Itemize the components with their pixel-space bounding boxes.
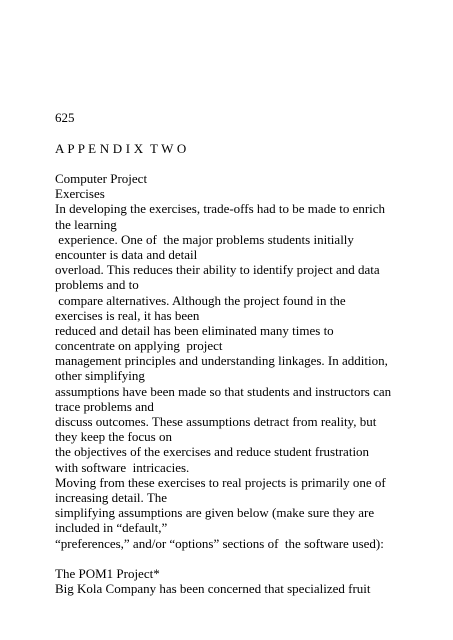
text-line: they keep the focus on <box>55 429 172 445</box>
appendix-heading: A P P E N D I X T W O <box>55 141 187 156</box>
text-line: other simplifying <box>55 368 145 384</box>
text-line: experience. One of the major problems students initially <box>55 231 354 247</box>
text-line: exercises is real, it has been <box>55 307 200 323</box>
text-line: concentrate on applying project <box>55 338 223 354</box>
text-line: problems and to <box>55 277 139 293</box>
text-line: Computer Project <box>55 171 148 186</box>
text-line: reduced and detail has been eliminated many times to <box>55 322 334 338</box>
text-line: increasing detail. The <box>55 489 168 505</box>
page-number: 625 <box>55 110 75 125</box>
text-line: Big Kola Company has been concerned that specialized fruit <box>55 581 371 597</box>
text-line: Exercises <box>55 186 105 202</box>
text-line: encounter is data and detail <box>55 246 198 262</box>
text-line: included in “default,” <box>55 520 168 536</box>
text-line: overload. This reduces their ability to identify project and data <box>55 262 380 278</box>
blank-line <box>55 551 415 566</box>
text-line: compare alternatives. Although the project found in the <box>55 292 346 308</box>
text-line: with software intricacies. <box>55 459 190 475</box>
text-line: “preferences,” and/or “options” sections of the software used): <box>55 535 384 551</box>
text-line: the objectives of the exercises and reduce student frustration <box>55 444 370 460</box>
section-title: The POM1 Project* <box>55 565 160 581</box>
body-text <box>55 171 415 596</box>
text-line: the learning <box>55 216 117 232</box>
text-line: In developing the exercises, trade-offs had to be made to enrich <box>55 201 386 217</box>
text-line: trace problems and <box>55 398 154 414</box>
text-line: Moving from these exercises to real projects is primarily one of <box>55 474 386 490</box>
text-line: simplifying assumptions are given below (make sure they are <box>55 505 375 521</box>
text-line: discuss outcomes. These assumptions detract from reality, but <box>55 414 377 429</box>
text-line: management principles and understanding linkages. In addition, <box>55 353 388 369</box>
text-line: assumptions have been made so that students and instructors can <box>55 383 392 399</box>
